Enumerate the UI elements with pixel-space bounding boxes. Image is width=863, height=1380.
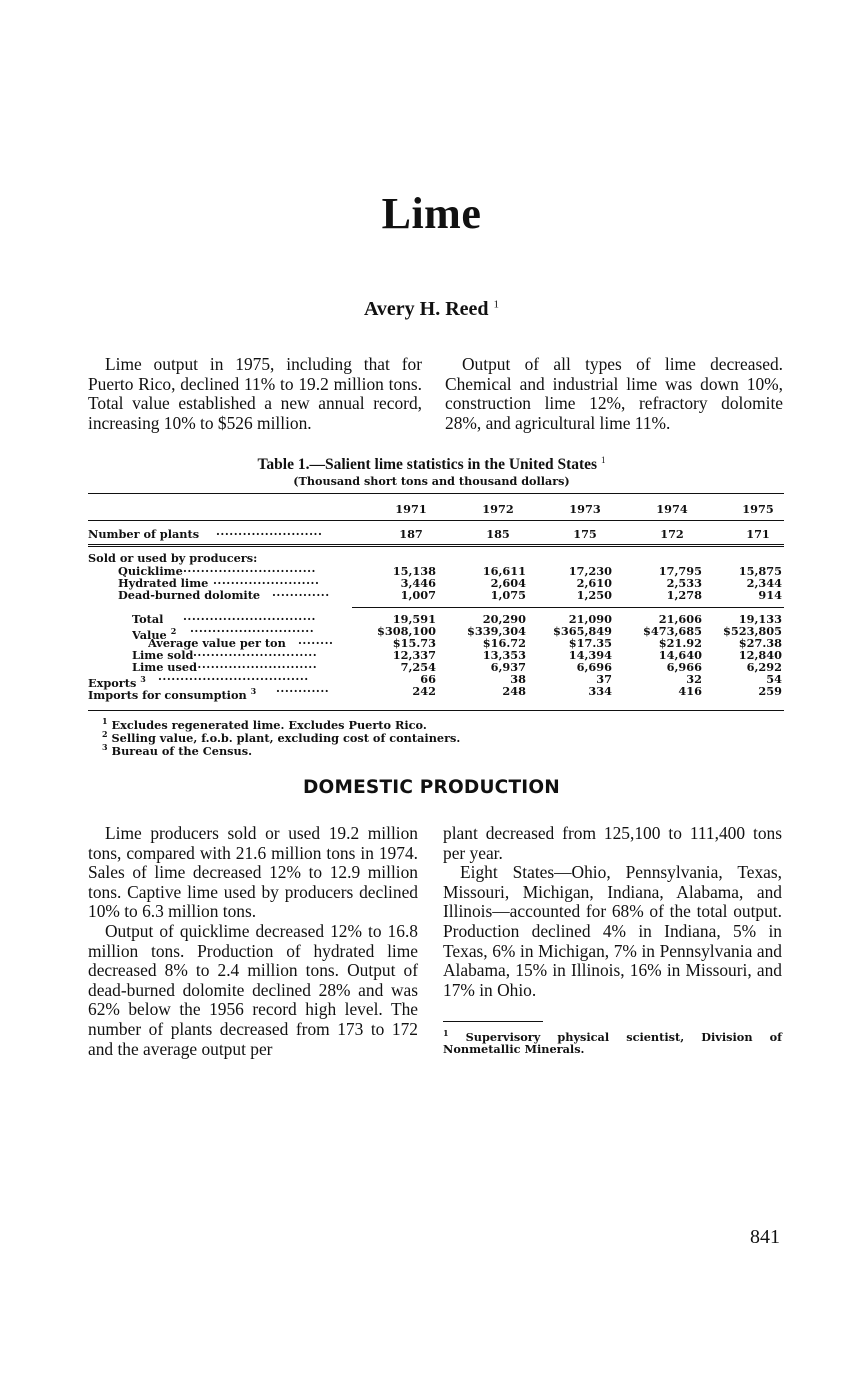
table-cell: 6,696 [576, 660, 612, 674]
header-rule [88, 520, 784, 521]
table-subtitle: (Thousand short tons and thousand dollars) [293, 474, 570, 488]
body-paragraph: plant decreased from 125,100 to 111,400 tons per year. [443, 823, 782, 863]
table-cell: 259 [758, 684, 782, 698]
table-caption [0, 455, 863, 474]
table-cell: 21,090 [568, 612, 612, 626]
table-cell: 17,795 [658, 564, 702, 578]
table-cell: 15,138 [392, 564, 436, 578]
table-cell: 1,278 [666, 588, 702, 602]
footnote-text: Selling value, f.o.b. plant, excluding cost of containers. [111, 730, 461, 745]
table-cell: $16.72 [482, 636, 526, 650]
table-cell: 54 [766, 672, 782, 686]
row-label-text: Exports [88, 675, 137, 690]
table-cell: 19,591 [392, 612, 436, 626]
row-label: Average value per ton [148, 636, 286, 650]
section-heading: DOMESTIC PRODUCTION [303, 777, 560, 798]
table-cell: 3,446 [400, 576, 436, 590]
table-caption-text: Table 1.—Salient lime statistics in the United States [257, 456, 598, 474]
table-cell: 185 [486, 527, 510, 541]
table-cell: $365,849 [553, 624, 612, 638]
table-cell: 17,230 [568, 564, 612, 578]
intro-right-column [445, 355, 783, 433]
footnote-marker: 1 [443, 1028, 449, 1038]
leader-dots: ............................ [193, 645, 318, 659]
row-label: Lime used [132, 660, 197, 674]
year-header: 1973 [569, 502, 601, 516]
table-cell: 20,290 [482, 612, 526, 626]
table-cell: 416 [678, 684, 702, 698]
table-cell: 37 [596, 672, 612, 686]
leader-dots: ............. [272, 585, 330, 599]
footnote-marker: 3 [102, 742, 108, 752]
year-header: 1975 [742, 502, 774, 516]
year-header: 1974 [656, 502, 688, 516]
table-cell: 2,610 [576, 576, 612, 590]
footnote-marker: 2 [102, 729, 108, 739]
table-cell: $473,685 [643, 624, 702, 638]
table-cell: 14,394 [568, 648, 612, 662]
body-paragraph: Eight States—Ohio, Pennsylvania, Texas, Missouri, Michigan, Indiana, Alabama, and Illinois—accounted for 68% of the total output. Production declined 4% in Indiana, 5% in Texas, 6% in Michigan, 7% in Pennsylvania and Alabama, 15% in Illinois, 16% in Missouri, and 17% in Ohio. [443, 862, 782, 1000]
row-label-text: Value [132, 627, 167, 642]
table-cell: 7,254 [400, 660, 436, 674]
leader-dots: .............................. [183, 609, 316, 623]
table-cell: $17.35 [568, 636, 612, 650]
table-cell: 16,611 [482, 564, 526, 578]
table-cell: 171 [746, 527, 770, 541]
table-cell: 1,007 [400, 588, 436, 602]
table-cell: $27.38 [738, 636, 782, 650]
table-cell: 6,292 [746, 660, 782, 674]
table-cell: 334 [588, 684, 612, 698]
leader-dots: ........................ [216, 524, 323, 538]
table-cell: $523,805 [723, 624, 782, 638]
table-cell: 2,604 [490, 576, 526, 590]
row-label: Quicklime [118, 564, 183, 578]
author-footnote-marker: 1 [493, 298, 500, 311]
page-title: Lime [381, 189, 482, 238]
page-number: 841 [750, 1226, 780, 1248]
table-cell: 2,533 [666, 576, 702, 590]
leader-dots: ............................ [190, 621, 315, 635]
table-top-rule [88, 493, 784, 494]
table-cell: $21.92 [658, 636, 702, 650]
table-cell: $308,100 [377, 624, 436, 638]
table-cell: $339,304 [467, 624, 526, 638]
domestic-left-column [88, 824, 418, 1059]
row-label-text: Imports for consumption [88, 687, 247, 702]
table-row [88, 585, 784, 602]
row-label: Total [132, 612, 164, 626]
footnote-rule [443, 1021, 543, 1022]
footnote-text: Bureau of the Census. [111, 743, 253, 758]
table-cell: 6,966 [666, 660, 702, 674]
row-label: Number of plants [88, 527, 200, 541]
intro-paragraph: Lime output in 1975, including that for Puerto Rico, declined 11% to 19.2 million tons. Total value established a new annual record, increasing 10% to $526 million. [88, 354, 422, 433]
table-cell: 12,337 [392, 648, 436, 662]
table-cell: 12,840 [738, 648, 782, 662]
row-label: Hydrated lime [118, 576, 209, 590]
leader-dots: ............................ [193, 657, 318, 671]
table-cell: 32 [686, 672, 702, 686]
footnote-marker: 2 [170, 626, 177, 636]
row-label: Dead-burned dolomite [118, 588, 261, 602]
year-header: 1971 [395, 502, 427, 516]
table-cell: 914 [758, 588, 782, 602]
footnote-marker: 1 [102, 716, 108, 726]
table-cell: $15.73 [392, 636, 436, 650]
table-cell: 21,606 [658, 612, 702, 626]
table-cell: 6,937 [490, 660, 526, 674]
author-line [0, 298, 863, 321]
row-label: Lime sold [132, 648, 194, 662]
footnote-marker: 3 [140, 674, 146, 684]
table-cell: 248 [502, 684, 526, 698]
footnote-text: Excludes regenerated lime. Excludes Puerto Rico. [111, 717, 427, 732]
table-footnote [102, 741, 252, 758]
table-row [88, 524, 784, 541]
year-header: 1972 [482, 502, 514, 516]
table-cell: 13,353 [482, 648, 526, 662]
leader-dots: ........................ [213, 573, 320, 587]
table-cell: 66 [420, 672, 436, 686]
table-cell: 38 [510, 672, 526, 686]
leader-dots: .............................. [183, 561, 316, 575]
intro-left-column [88, 355, 422, 433]
group-label: Sold or used by producers: [88, 551, 258, 565]
table-cell: 1,075 [490, 588, 526, 602]
footnote-marker: 3 [250, 686, 257, 696]
leader-dots: .................................. [158, 669, 309, 683]
table-cell: 15,875 [738, 564, 782, 578]
table-cell: 1,250 [576, 588, 612, 602]
table-cell: 242 [412, 684, 436, 698]
table-cell: 14,640 [658, 648, 702, 662]
table-caption-note: 1 [600, 455, 606, 465]
table-cell: 187 [399, 527, 423, 541]
leader-dots: ........ [298, 633, 334, 647]
table-cell: 175 [573, 527, 597, 541]
table-bottom-rule [88, 710, 784, 711]
table-header-row [88, 502, 784, 516]
table-cell: 19,133 [738, 612, 782, 626]
author-name: Avery H. Reed [363, 298, 489, 320]
leader-dots: ............ [276, 681, 330, 695]
body-paragraph: Output of quicklime decreased 12% to 16.8 million tons. Production of hydrated lime decreased 8% to 2.4 million tons. Output of dead-burned dolomite declined 28% and was 62% below the 1956 record high level. The number of plants decreased from 173 to 172 and the average output per [88, 920, 418, 1059]
total-rule [352, 607, 784, 608]
domestic-right-column [443, 824, 782, 1000]
row-label [88, 684, 256, 702]
footnote-text: Supervisory physical scientist, Division of Nonmetallic Minerals. [443, 1029, 782, 1056]
author-footnote [443, 1027, 782, 1055]
table-cell: 172 [660, 527, 684, 541]
body-paragraph: Lime producers sold or used 19.2 million tons, compared with 21.6 million tons in 1974. Sales of lime decreased 12% to 12.9 million tons. Captive lime used by producers declined 10% to 6.3 million tons. [88, 823, 418, 922]
table-cell: 2,344 [746, 576, 782, 590]
section-double-rule [88, 544, 784, 547]
intro-paragraph: Output of all types of lime decreased. Chemical and industrial lime was down 10%, construction lime 12%, refractory dolomite 28%, and agricultural lime 11%. [445, 354, 783, 433]
